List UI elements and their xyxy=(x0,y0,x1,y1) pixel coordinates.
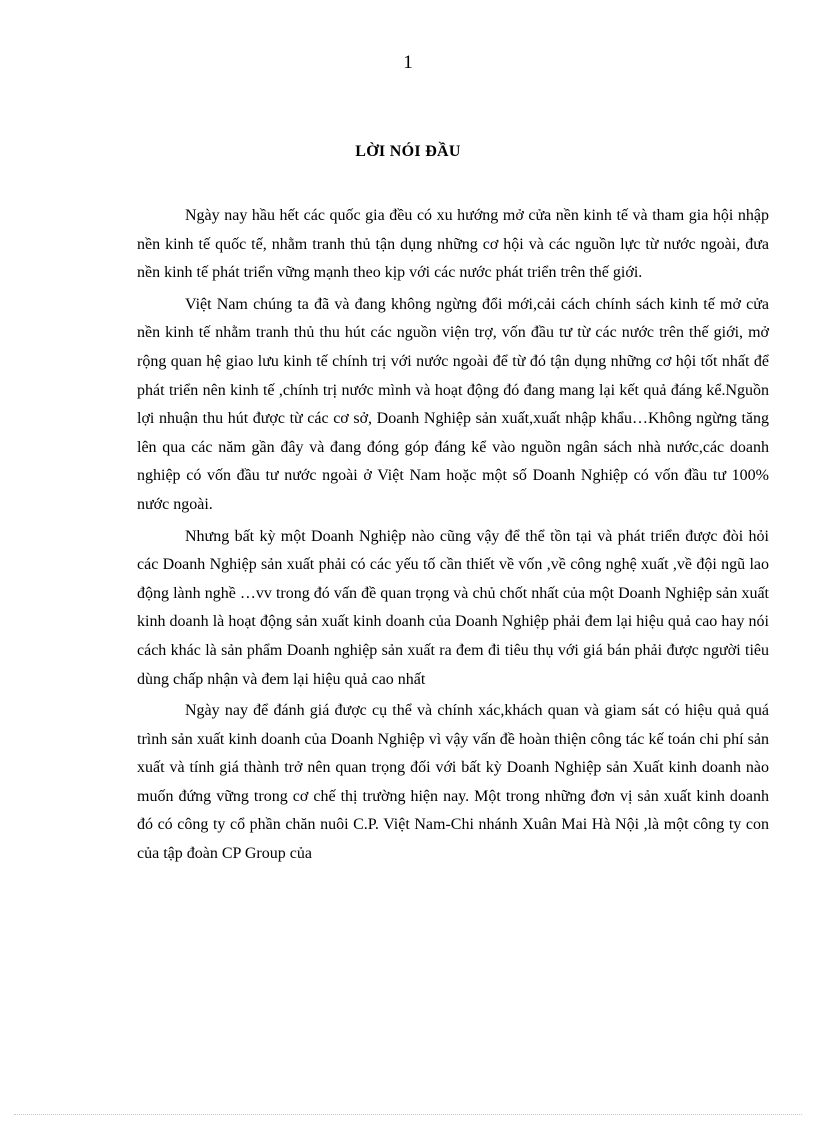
paragraph-4: Ngày nay để đánh giá được cụ thể và chính xác,khách quan và giam sát có hiệu quả quá trình sản xuất kinh doanh của Doanh Nghiệp vì vậy vấn đề hoàn thiện công tác kế toán chi phí sản xuất và tính giá thành trở nên quan trọng đối với bất kỳ Doanh Nghiệp sản Xuất kinh doanh nào muốn đứng vững trong cơ chế thị trường hiện nay. Một trong những đơn vị sản xuất kinh doanh đó có công ty cổ phần chăn nuôi C.P. Việt Nam-Chi nhánh Xuân Mai Hà Nội ,là một công ty con của tập đoàn CP Group của xyxy=(137,702,769,863)
paragraph-3: Nhưng bất kỳ một Doanh Nghiệp nào cũng vậy để thể tồn tại và phát triển được đòi hỏi các Doanh Nghiệp sản xuất phải có các yếu tố cần thiết về vốn ,về công nghệ xuất ,về đội ngũ lao động lành nghề …vv trong đó vấn đề quan trọng và chủ chốt nhất của một Doanh Nghiệp sản xuất kinh doanh là hoạt động sản xuất kinh doanh của Doanh Nghiệp phải đem lại hiệu quả cao hay nói cách khác là sản phẩm Doanh nghiệp sản xuất ra đem đi tiêu thụ với giá bán phải được người tiêu dùng chấp nhận và đem lại hiệu quả cao nhất xyxy=(137,527,769,688)
page-number: 1 xyxy=(403,52,413,73)
body-text xyxy=(137,202,769,869)
paragraph-2: Việt Nam chúng ta đã và đang không ngừng đổi mới,cải cách chính sách kinh tế mở cửa nền kinh tế nhằm tranh thủ thu hút các nguồn viện trợ, vốn đầu tư từ các nước trên thế giới, mở rộng quan hệ giao lưu kinh tế chính trị với nước ngoài để từ đó tận dụng những cơ hội tốt nhất để phát triển nên kinh tế ,chính trị nước mình và hoạt động đó đang mang lại kết quả đáng kể.Nguồn lợi nhuận thu hút được từ các cơ sở, Doanh Nghiệp sản xuất,xuất nhập khẩu…Không ngừng tăng lên qua các năm gần đây và đang đóng góp đáng kể vào nguồn ngân sách nhà nước,các doanh nghiệp có vốn đầu tư nước ngoài ở Việt Nam hoặc một số Doanh Nghiệp có vốn đầu tư 100% nước ngoài. xyxy=(137,295,769,513)
footer-divider xyxy=(14,1114,802,1115)
page-title: LỜI NÓI ĐẦU xyxy=(355,143,461,160)
paragraph-1: Ngày nay hầu hết các quốc gia đều có xu hướng mở cửa nền kinh tế và tham gia hội nhập nền kinh tế quốc tế, nhằm tranh thủ tận dụng những cơ hội và các nguồn lực từ nước ngoài, đưa nền kinh tế phát triển vững mạnh theo kịp với các nước phát triển trên thế giới. xyxy=(137,207,769,282)
